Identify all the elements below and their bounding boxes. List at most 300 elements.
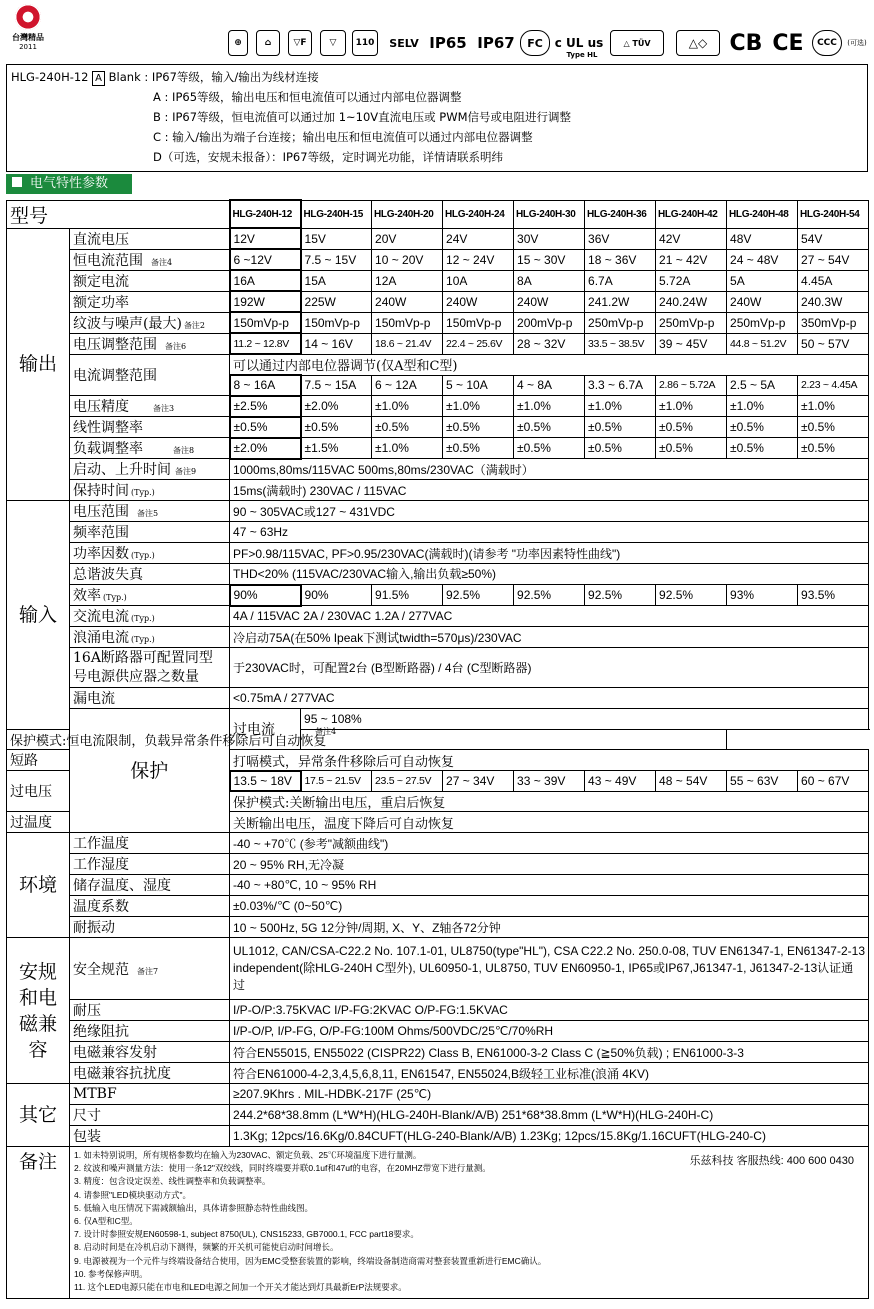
row-label-text: 纹波与噪声(最大): [73, 315, 182, 332]
row-label: [70, 543, 230, 564]
value-cell: 22.4 ~ 25.6V: [443, 333, 514, 354]
value-cell: 250mVp-p: [727, 312, 798, 333]
value-cell: 23.5 ~ 27.5V: [372, 771, 443, 792]
category-notes: 备注: [7, 1147, 70, 1299]
value-cell: ±1.0%: [372, 438, 443, 459]
value-cell: 18 ~ 36V: [585, 249, 656, 270]
row-label-text: 电压调整范围: [73, 336, 157, 353]
value-cell: ±0.5%: [656, 438, 727, 459]
model-header: HLG-240H-54: [798, 200, 869, 228]
value-cell: 保护模式:恒电流限制，负载异常条件移除后可自动恢复: [7, 729, 727, 750]
row-label-text: 负载调整率: [73, 441, 143, 458]
row-label: 绝缘阻抗: [70, 1021, 230, 1042]
model-header: HLG-240H-24: [443, 200, 514, 228]
value-cell: 150mVp-p: [443, 312, 514, 333]
model-header: HLG-240H-20: [372, 200, 443, 228]
note-item: 2. 纹波和噪声测量方法：使用一条12"双绞线，同时终端要并联0.1uf和47uf的电容，在20MHZ带宽下进行量测。: [74, 1163, 491, 1174]
value-cell: 于230VAC时，可配置2台 (B型断路器) / 4台 (C型断路器): [230, 648, 869, 688]
value-cell: 13.5 ~ 18V: [230, 771, 301, 792]
row-label: 频率范围: [70, 522, 230, 543]
value-cell: ±1.0%: [372, 396, 443, 417]
value-cell: 90 ~ 305VAC或127 ~ 431VDC: [230, 501, 869, 522]
value-cell: 54V: [798, 228, 869, 249]
value-cell: ±2.0%: [301, 396, 372, 417]
certification-icon: ⌂: [256, 30, 280, 56]
row-note: 备注5: [137, 509, 159, 519]
table-row: [7, 291, 869, 312]
value-cell: ±1.0%: [514, 396, 585, 417]
row-label: [70, 480, 230, 501]
row-label-text: 额定电流: [73, 273, 129, 290]
value-cell: 92.5%: [656, 585, 727, 606]
desc-text: Blank : IP67等级，输入/输出为线材连接: [108, 70, 319, 84]
note-item: 5. 低输入电压情况下需减额输出，具体请参照静态特性曲线图。: [74, 1202, 313, 1213]
value-cell: 33.5 ~ 38.5V: [585, 333, 656, 354]
table-row: [7, 729, 869, 750]
value-cell: 5.72A: [656, 270, 727, 291]
value-cell: 240W: [443, 291, 514, 312]
value-cell: 7.5 ~ 15V: [301, 249, 372, 270]
value-cell: ±0.5%: [585, 438, 656, 459]
row-label-text: 过电流: [233, 722, 276, 739]
value-cell: ≥207.9Khrs . MIL-HDBK-217F (25℃): [230, 1084, 869, 1105]
model-description: [6, 64, 868, 172]
model-label: 型号: [7, 200, 230, 228]
logo-year: 2011: [19, 43, 37, 51]
table-row: [7, 875, 869, 896]
desc-line: A : IP65等级，输出电压和恒电流值可以通过内部电位器调整: [153, 90, 462, 104]
row-label-text: 启动、上升时间: [73, 462, 171, 479]
table-row: [7, 438, 869, 459]
row-label: 电磁兼容抗扰度: [70, 1063, 230, 1084]
value-cell: 24V: [443, 228, 514, 249]
value-cell: 95 ~ 108%: [301, 709, 869, 730]
row-label: 耐压: [70, 1000, 230, 1021]
value-cell: 60 ~ 67V: [798, 771, 869, 792]
ip67-mark: IP67: [477, 34, 515, 52]
value-cell: 10 ~ 20V: [372, 249, 443, 270]
value-cell: 33 ~ 39V: [514, 771, 585, 792]
ip65-mark: IP65: [429, 34, 467, 52]
certification-icon: ⊕: [228, 30, 248, 56]
value-cell: 5A: [727, 270, 798, 291]
table-row: [7, 648, 869, 688]
table-row: [7, 1084, 869, 1105]
value-cell: PF>0.98/115VAC, PF>0.95/230VAC(满载时)(请参考 "功率因素特性曲线"): [230, 543, 869, 564]
row-label: [70, 438, 230, 459]
table-row: [7, 688, 869, 709]
table-row: [7, 501, 869, 522]
value-cell: 47 ~ 63Hz: [230, 522, 869, 543]
value-cell: ±1.0%: [443, 396, 514, 417]
value-cell: 4 ~ 8A: [514, 375, 585, 396]
row-label-text: 直流电压: [73, 231, 129, 248]
value-cell: 2.5 ~ 5A: [727, 375, 798, 396]
value-cell: 240W: [727, 291, 798, 312]
table-row: [7, 1021, 869, 1042]
value-cell: 符合EN55015, EN55022 (CISPR22) Class B, EN61000-3-2 Class C (≧50%负载) ; EN61000-3-3: [230, 1042, 869, 1063]
row-label: [70, 627, 230, 648]
selv-mark: SELV: [389, 36, 419, 50]
value-cell: 21 ~ 42V: [656, 249, 727, 270]
value-cell: ±0.5%: [585, 417, 656, 438]
note-item: 1. 如未特别说明，所有规格参数均在输入为230VAC、额定负载、25℃环境温度下进行量测。: [74, 1150, 422, 1161]
note-item: 7. 设计时参照安规EN60598-1, subject 8750(UL), CNS15233, GB7000.1, FCC part18要求。: [74, 1229, 419, 1240]
model-header: HLG-240H-36: [585, 200, 656, 228]
row-note: (Typ.): [131, 488, 155, 498]
row-label: 总谐波失真: [70, 564, 230, 585]
row-note: 备注2: [183, 320, 206, 330]
fcc-mark: FC: [520, 30, 550, 56]
note-item: 4. 请参照"LED模块驱动方式"。: [74, 1189, 192, 1200]
row-note: 备注7: [137, 966, 159, 976]
value-cell: 92.5%: [514, 585, 585, 606]
row-label-text: 恒电流范围: [73, 252, 143, 269]
value-cell: 14 ~ 16V: [301, 333, 372, 354]
row-label: 16A断路器可配置同型号电源供应器之数量: [70, 648, 230, 688]
model-header: HLG-240H-15: [301, 200, 372, 228]
square-icon: [12, 177, 22, 187]
table-row: [7, 200, 869, 228]
row-label: 温度系数: [70, 896, 230, 917]
value-cell: 8A: [514, 270, 585, 291]
ce-mark: CE: [772, 30, 804, 56]
row-note: 备注3: [153, 404, 175, 414]
row-label: 漏电流: [70, 688, 230, 709]
desc-line: C : 输入/输出为端子台连接；输出电压和恒电流值可以通过内部电位器调整: [153, 130, 533, 144]
ccc-mark-icon: CCC: [812, 30, 842, 56]
note-item: 11. 这个LED电源只能在市电和LED电源之间加一个开关才能达到灯具最新ErP法规要求。: [74, 1282, 407, 1293]
model-header: HLG-240H-48: [727, 200, 798, 228]
row-label: [70, 501, 230, 522]
value-cell: 39 ~ 45V: [656, 333, 727, 354]
note-item: 9. 电源被视为一个元件与终端设备结合使用，因为EMC受整套装置的影响，终端设备制造商需对整套装置重新进行EMC确认。: [74, 1255, 547, 1266]
taiwan-excellence-logo: [8, 4, 48, 51]
value-cell: 11.2 ~ 12.8V: [230, 333, 301, 354]
value-cell: 48 ~ 54V: [656, 771, 727, 792]
value-cell: 4.45A: [798, 270, 869, 291]
model-box: A: [92, 71, 105, 86]
value-cell: I/P-O/P, I/P-FG, O/P-FG:100M Ohms/500VDC/25℃/70%RH: [230, 1021, 869, 1042]
table-row: [7, 396, 869, 417]
certification-icon: ▽F: [288, 30, 312, 56]
value-cell: ±0.03%/℃ (0~50℃): [230, 896, 869, 917]
value-cell: 50 ~ 57V: [798, 333, 869, 354]
value-cell: 192W: [230, 291, 301, 312]
value-cell: ±0.5%: [230, 417, 301, 438]
desc-line: [11, 67, 863, 87]
value-cell: 28 ~ 32V: [514, 333, 585, 354]
value-cell: ±0.5%: [443, 417, 514, 438]
value-cell: 6 ~12V: [230, 249, 301, 270]
section-title: [6, 174, 132, 194]
value-cell: 92.5%: [585, 585, 656, 606]
row-label: 过温度: [7, 812, 70, 833]
category-other: 其它: [7, 1084, 70, 1147]
value-cell: ±0.5%: [798, 438, 869, 459]
row-note: (Typ.): [103, 593, 127, 603]
row-label: 包装: [70, 1126, 230, 1147]
value-cell: 8 ~ 16A: [230, 375, 301, 396]
value-cell: 保护模式:关断输出电压，重启后恢复: [230, 791, 869, 812]
category-input: 输入: [7, 501, 70, 730]
row-label-text: 交流电流: [73, 609, 129, 626]
row-label: [70, 585, 230, 606]
value-cell: 48V: [727, 228, 798, 249]
value-cell: 12V: [230, 228, 301, 249]
table-row: [7, 606, 869, 627]
notes-cell: [70, 1147, 869, 1299]
row-label: [70, 417, 230, 438]
tuv-mark-icon: △ TÜV: [610, 30, 664, 56]
table-row: [7, 1147, 869, 1299]
header: [0, 0, 874, 62]
row-label: [70, 291, 230, 312]
value-cell: ±0.5%: [727, 438, 798, 459]
value-cell: 打嗝模式，异常条件移除后可自动恢复: [230, 750, 869, 771]
model-header: HLG-240H-12: [230, 200, 301, 228]
row-label: 电流调整范围: [70, 354, 230, 396]
table-row: [7, 270, 869, 291]
value-cell: ±0.5%: [443, 438, 514, 459]
value-cell: 225W: [301, 291, 372, 312]
note-item: 3. 精度：包含设定误差、线性调整率和负载调整率。: [74, 1176, 271, 1187]
row-label: [70, 333, 230, 354]
value-cell: ±0.5%: [514, 438, 585, 459]
value-cell: 15V: [301, 228, 372, 249]
value-cell: I/P-O/P:3.75KVAC I/P-FG:2KVAC O/P-FG:1.5KVAC: [230, 1000, 869, 1021]
row-label-text: 功率因数: [73, 546, 129, 563]
value-cell: ±0.5%: [656, 417, 727, 438]
value-cell: 15ms(满载时) 230VAC / 115VAC: [230, 480, 869, 501]
row-note: (Typ.): [131, 614, 155, 624]
table-row: [7, 1063, 869, 1084]
ul-type-hl: Type HL: [566, 51, 598, 59]
row-note: 备注4: [151, 257, 173, 267]
table-row: [7, 312, 869, 333]
value-cell: 20V: [372, 228, 443, 249]
row-note: (Typ.): [131, 551, 155, 561]
table-row: [7, 896, 869, 917]
value-cell: 12 ~ 24V: [443, 249, 514, 270]
value-cell: 关断输出电压，温度下降后可自动恢复: [230, 812, 869, 833]
value-cell: 91.5%: [372, 585, 443, 606]
category-output: 输出: [7, 228, 70, 501]
row-label: [70, 312, 230, 333]
table-row: [7, 854, 869, 875]
value-cell: ±2.5%: [230, 396, 301, 417]
value-cell: 17.5 ~ 21.5V: [301, 771, 372, 792]
value-cell: -40 ~ +70℃ (参考"减额曲线"): [230, 833, 869, 854]
value-cell: 10 ~ 500Hz, 5G 12分钟/周期, X、Y、Z轴各72分钟: [230, 917, 869, 938]
value-cell: <0.75mA / 277VAC: [230, 688, 869, 709]
value-cell: 250mVp-p: [656, 312, 727, 333]
row-label-text: 保持时间: [73, 483, 129, 500]
note-item: 8. 启动时间是在冷机启动下测得，频繁的开关机可能使启动时间增长。: [74, 1242, 339, 1253]
value-cell: 6 ~ 12A: [372, 375, 443, 396]
logo-mark-icon: [15, 4, 41, 30]
table-row: [7, 1000, 869, 1021]
row-note: 备注9: [175, 467, 197, 477]
value-cell: ±0.5%: [514, 417, 585, 438]
ul-mark: c UL us: [554, 36, 604, 50]
value-cell: 240.3W: [798, 291, 869, 312]
value-cell: 43 ~ 49V: [585, 771, 656, 792]
model-name: HLG-240H-12: [11, 70, 89, 84]
table-row: [7, 228, 869, 249]
value-cell: 250mVp-p: [585, 312, 656, 333]
value-cell: 150mVp-p: [230, 312, 301, 333]
value-cell: 150mVp-p: [301, 312, 372, 333]
row-label: [70, 228, 230, 249]
row-note: 备注6: [165, 341, 187, 351]
table-row: [7, 627, 869, 648]
row-label: 工作温度: [70, 833, 230, 854]
value-cell: 150mVp-p: [372, 312, 443, 333]
value-cell: UL1012, CAN/CSA-C22.2 No. 107.1-01, UL8750(type"HL"), CSA C22.2 No. 250.0-08, TUV EN61347-1, EN61347-2-13 independent(除HLG-240H C型外), UL60950-1, UL8750, TUV EN60950-1, IP65或IP67,J61347-1, J61347-2-13认证通过: [230, 938, 869, 1000]
value-cell: ±0.5%: [301, 417, 372, 438]
value-cell: 6.7A: [585, 270, 656, 291]
value-cell: 24 ~ 48V: [727, 249, 798, 270]
value-cell: 42V: [656, 228, 727, 249]
value-cell: 244.2*68*38.8mm (L*W*H)(HLG-240H-Blank/A/B) 251*68*38.8mm (L*W*H)(HLG-240H-C): [230, 1105, 869, 1126]
table-row: [7, 1126, 869, 1147]
row-label: [70, 270, 230, 291]
cb-mark: CB: [729, 30, 763, 56]
table-row: [7, 564, 869, 585]
row-label-text: 浪涌电流: [73, 630, 129, 647]
row-label-text: 线性调整率: [73, 420, 143, 437]
desc-line: D（可选，安规未报备）：IP67等级，定时调光功能，详情请联系明纬: [153, 150, 504, 164]
table-row: [7, 709, 869, 730]
value-cell: ±1.0%: [798, 396, 869, 417]
value-cell: 90%: [301, 585, 372, 606]
spec-table: [6, 199, 869, 1299]
value-cell: 93.5%: [798, 585, 869, 606]
row-note: (Typ.): [131, 635, 155, 645]
table-row: [7, 1105, 869, 1126]
value-cell: 27 ~ 54V: [798, 249, 869, 270]
value-cell: 7.5 ~ 15A: [301, 375, 372, 396]
value-cell: ±1.0%: [585, 396, 656, 417]
value-cell: 240W: [372, 291, 443, 312]
table-row: [7, 417, 869, 438]
table-row: [7, 585, 869, 606]
value-cell: 36V: [585, 228, 656, 249]
model-header: HLG-240H-30: [514, 200, 585, 228]
row-label: 尺寸: [70, 1105, 230, 1126]
value-cell: 27 ~ 34V: [443, 771, 514, 792]
desc-line: B : IP67等级，恒电流值可以通过加 1~10V直流电压或 PWM信号或电阻进行调整: [153, 110, 572, 124]
table-row: [7, 938, 869, 1000]
value-cell: 30V: [514, 228, 585, 249]
hotline-text: 乐兹科技 客服热线: 400 600 0430: [689, 1155, 855, 1168]
row-label: [70, 249, 230, 270]
value-cell: ±0.5%: [727, 417, 798, 438]
table-row: [7, 917, 869, 938]
table-row: [7, 522, 869, 543]
value-cell: 18.6 ~ 21.4V: [372, 333, 443, 354]
row-label: [70, 938, 230, 1000]
note-item: 10. 参考保修声明。: [74, 1268, 148, 1279]
row-label: [70, 396, 230, 417]
value-cell: 符合EN61000-4-2,3,4,5,6,8,11, EN61547, EN55024,B级轻工业标准(浪涌 4KV): [230, 1063, 869, 1084]
table-row: [7, 1042, 869, 1063]
value-cell: 93%: [727, 585, 798, 606]
table-row: [7, 459, 869, 480]
value-cell: 350mVp-p: [798, 312, 869, 333]
row-label-text: 电压精度: [73, 399, 129, 416]
category-environment: 环境: [7, 833, 70, 938]
value-cell: ±1.0%: [656, 396, 727, 417]
table-row: [7, 833, 869, 854]
value-cell: 241.2W: [585, 291, 656, 312]
note-item: 6. 仅A型和C型。: [74, 1216, 138, 1227]
row-label: 电磁兼容发射: [70, 1042, 230, 1063]
row-note: 备注4: [315, 727, 337, 737]
section-title-text: 电气特性参数: [30, 176, 109, 191]
value-cell: ±0.5%: [798, 417, 869, 438]
value-cell: 4A / 115VAC 2A / 230VAC 1.2A / 277VAC: [230, 606, 869, 627]
value-cell: 240.24W: [656, 291, 727, 312]
row-label: 过电压: [7, 771, 70, 812]
value-cell: 200mVp-p: [514, 312, 585, 333]
row-note: 备注8: [173, 446, 195, 456]
certification-icon: 110: [352, 30, 378, 56]
value-cell: 15 ~ 30V: [514, 249, 585, 270]
table-row: [7, 543, 869, 564]
value-cell: 可以通过内部电位器调节(仅A型和C型): [230, 354, 869, 375]
value-cell: 1.3Kg; 12pcs/16.6Kg/0.84CUFT(HLG-240-Blank/A/B) 1.23Kg; 12pcs/15.8Kg/1.16CUFT(HLG-240-C): [230, 1126, 869, 1147]
value-cell: 3.3 ~ 6.7A: [585, 375, 656, 396]
value-cell: ±1.5%: [301, 438, 372, 459]
row-label: 储存温度、湿度: [70, 875, 230, 896]
value-cell: ±0.5%: [372, 417, 443, 438]
certification-icon: ▽: [320, 30, 346, 56]
row-label: [70, 606, 230, 627]
row-label: 耐振动: [70, 917, 230, 938]
row-label: 短路: [7, 750, 70, 771]
table-row: [7, 249, 869, 270]
value-cell: 55 ~ 63V: [727, 771, 798, 792]
value-cell: -40 ~ +80℃, 10 ~ 95% RH: [230, 875, 869, 896]
value-cell: ±1.0%: [727, 396, 798, 417]
category-safety-emc: 安规和电磁兼容: [7, 938, 70, 1084]
value-cell: 90%: [230, 585, 301, 606]
row-label: 工作湿度: [70, 854, 230, 875]
value-cell: 15A: [301, 270, 372, 291]
value-cell: 92.5%: [443, 585, 514, 606]
value-cell: 5 ~ 10A: [443, 375, 514, 396]
model-header: HLG-240H-42: [656, 200, 727, 228]
value-cell: 12A: [372, 270, 443, 291]
value-cell: 20 ~ 95% RH,无冷凝: [230, 854, 869, 875]
value-cell: 1000ms,80ms/115VAC 500ms,80ms/230VAC（满载时）: [230, 459, 869, 480]
table-row: [7, 333, 869, 354]
table-row: [7, 354, 869, 375]
value-cell: ±2.0%: [230, 438, 301, 459]
row-label-text: 效率: [73, 588, 101, 605]
optional-note: (可选): [847, 39, 867, 47]
row-label-text: 额定功率: [73, 294, 129, 311]
value-cell: 10A: [443, 270, 514, 291]
value-cell: THD<20% (115VAC/230VAC输入,输出负载≥50%): [230, 564, 869, 585]
row-label-text: 电压范围: [73, 504, 129, 521]
row-label-text: 安全规范: [73, 961, 129, 978]
row-label: [70, 459, 230, 480]
row-label: MTBF: [70, 1084, 230, 1105]
value-cell: 16A: [230, 270, 301, 291]
